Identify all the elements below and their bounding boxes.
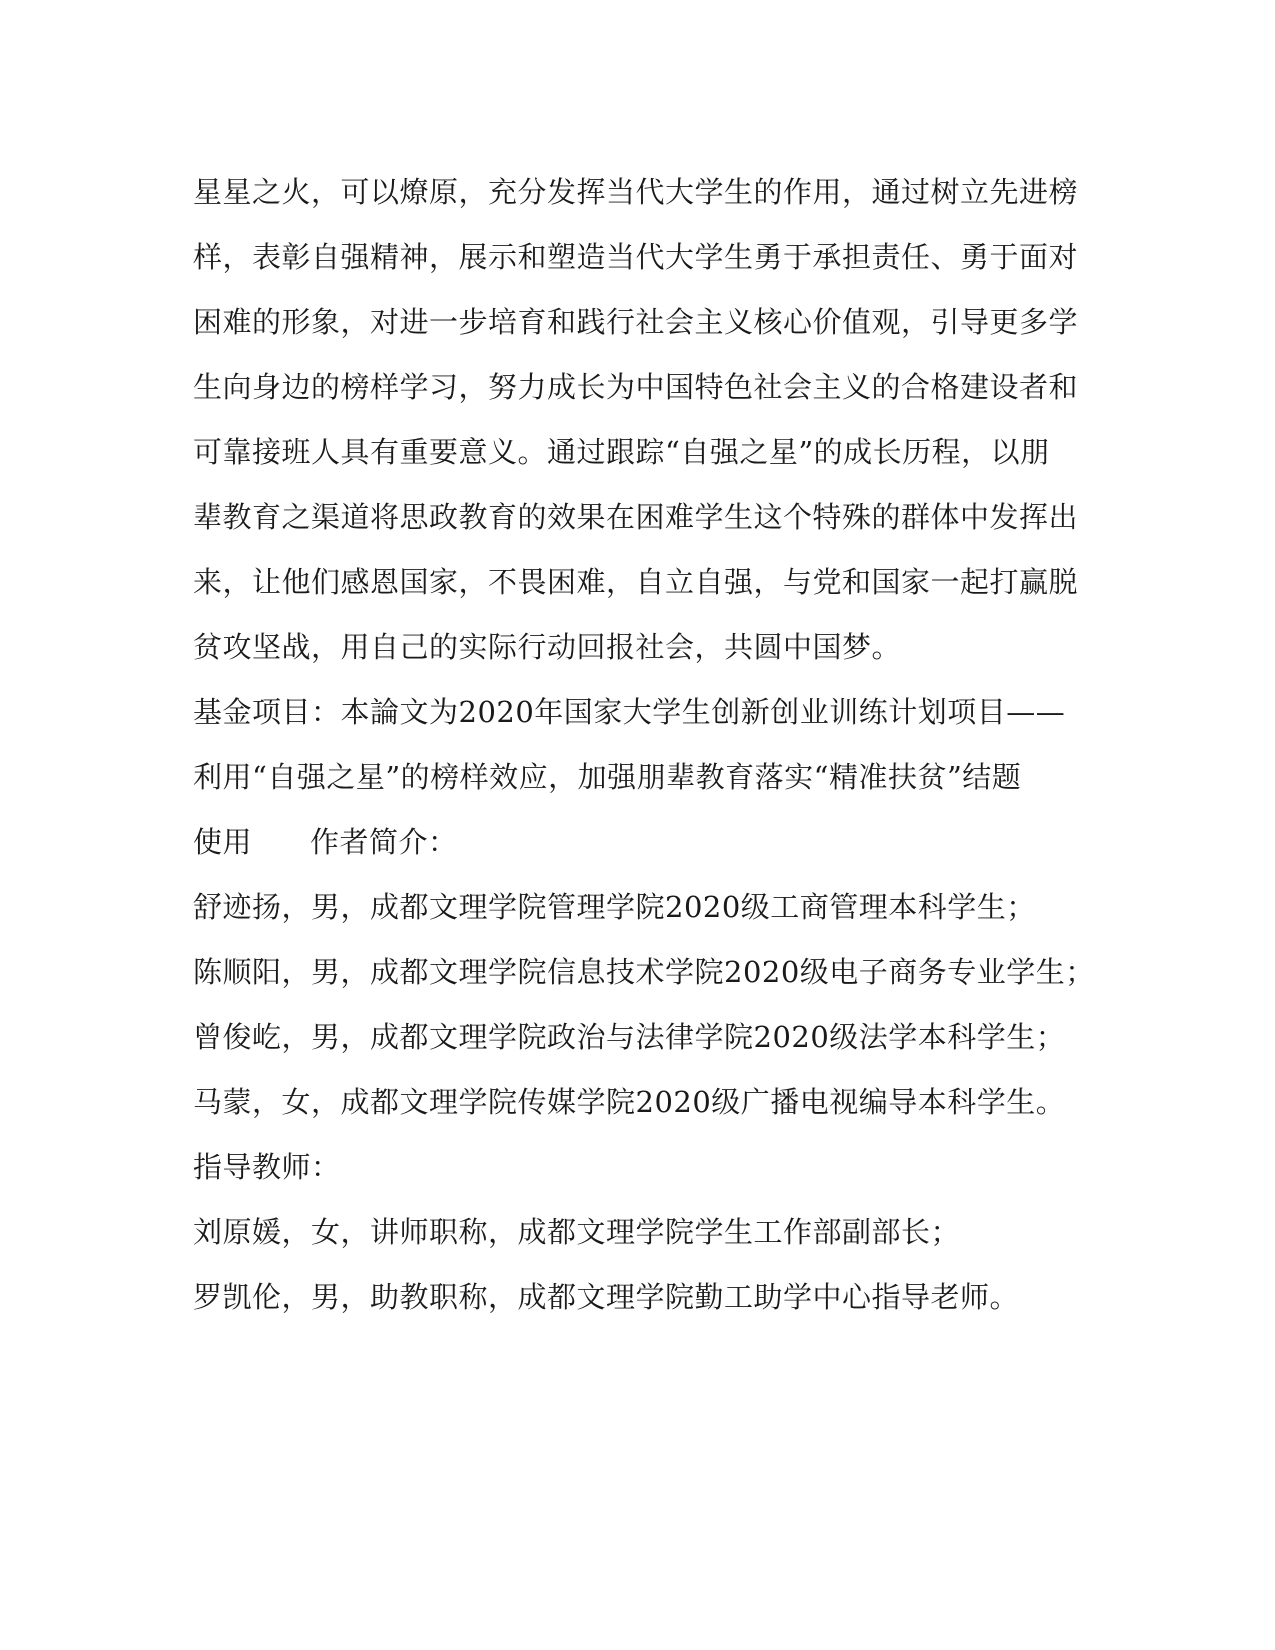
- body-text-line: 困难的形象，对进一步培育和践行社会主义核心价值观，引导更多学: [193, 305, 1079, 339]
- fund-project-tail: 使用: [193, 825, 253, 859]
- fund-and-author-heading-line: [193, 822, 1073, 862]
- fund-project-line: 利用“自强之星”的榜样效应，加强朋辈教育落实“精准扶贫”结题: [193, 760, 1022, 794]
- body-text-line: 样，表彰自强精神，展示和塑造当代大学生勇于承担责任、勇于面对: [193, 240, 1079, 274]
- fund-project-line: 基金项目：本論文为2020年国家大学生创新创业训练计划项目——: [193, 695, 1066, 729]
- body-text-line: 生向身边的榜样学习，努力成长为中国特色社会主义的合格建设者和: [193, 370, 1079, 404]
- body-text-line: 星星之火，可以燎原，充分发挥当代大学生的作用，通过树立先进榜: [193, 175, 1079, 209]
- author-entry: 舒迹扬，男，成都文理学院管理学院2020级工商管理本科学生；: [193, 890, 1036, 924]
- body-text-line: 贫攻坚战，用自己的实际行动回报社会，共圆中国梦。: [193, 630, 902, 664]
- author-entry: 马蒙，女，成都文理学院传媒学院2020级广播电视编导本科学生。: [193, 1085, 1066, 1119]
- advisor-heading: 指导教师：: [193, 1150, 341, 1184]
- body-text-line: 来，让他们感恩国家，不畏困难，自立自强，与党和国家一起打赢脱: [193, 565, 1079, 599]
- author-intro-heading: 作者简介：: [310, 825, 458, 859]
- advisor-entry: 刘原媛，女，讲师职称，成都文理学院学生工作部副部长；: [193, 1215, 961, 1249]
- body-text-line: 辈教育之渠道将思政教育的效果在困难学生这个特殊的群体中发挥出: [193, 500, 1079, 534]
- advisor-entry: 罗凯伦，男，助教职称，成都文理学院勤工助学中心指导老师。: [193, 1280, 1020, 1314]
- author-entry: 曾俊屹，男，成都文理学院政治与法律学院2020级法学本科学生；: [193, 1020, 1066, 1054]
- author-entry: 陈顺阳，男，成都文理学院信息技术学院2020级电子商务专业学生；: [193, 955, 1095, 989]
- body-text-line: 可靠接班人具有重要意义。通过跟踪“自强之星”的成长历程，以朋: [193, 435, 1050, 469]
